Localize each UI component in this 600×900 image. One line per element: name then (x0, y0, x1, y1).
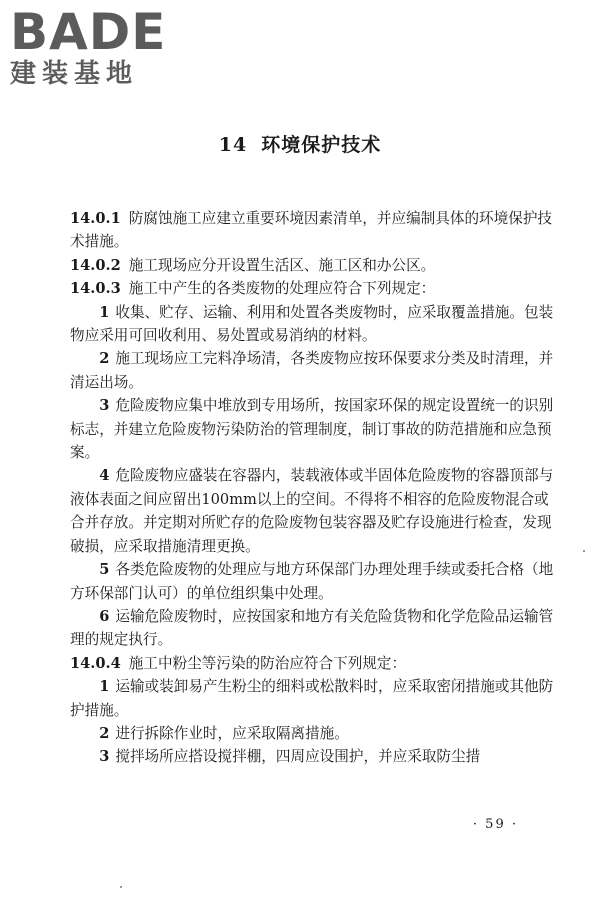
list-item (70, 722, 558, 745)
item-number: 6 (99, 607, 110, 625)
clause-text: 防腐蚀施工应建立重要环境因素清单，并应编制具体的环境保护技术措施。 (70, 210, 553, 251)
item-number: 3 (99, 748, 110, 766)
clause-14-0-1 (70, 207, 558, 254)
list-item (70, 394, 558, 464)
item-number: 5 (99, 561, 110, 579)
chapter-name: 环境保护技术 (261, 134, 382, 156)
document-body (70, 207, 558, 769)
item-text: 运输或装卸易产生粉尘的细料或松散料时，应采取密闭措施或其他防护措施。 (70, 678, 554, 719)
item-text: 各类危险废物的处理应与地方环保部门办理处理手续或委托合格（地方环保部门认可）的单位组织集中处理。 (70, 561, 554, 602)
list-item (70, 558, 558, 605)
logo-subtitle: 建装基地 (10, 59, 139, 89)
list-item (70, 464, 558, 558)
list-item (70, 301, 558, 348)
item-text: 收集、贮存、运输、利用和处置各类废物时，应采取覆盖措施。包装物应采用可回收利用、易处置或易消纳的材料。 (70, 303, 554, 345)
clause-14-0-4 (70, 652, 558, 675)
clause-14-0-2 (70, 254, 558, 277)
item-number: 2 (99, 350, 110, 368)
clause-number: 14.0.3 (70, 280, 121, 298)
clause-number: 14.0.1 (70, 210, 121, 227)
item-text: 危险废物应盛装在容器内，装载液体或半固体危险废物的容器顶部与液体表面之间应留出100mm以上的空间。不得将不相容的危险废物混合或合并存放。并定期对所贮存的危险废物包装容器及贮存设施进行检查，发现破损，应采取措施清理更换。 (70, 467, 554, 555)
logo-wordmark: BADE (10, 3, 167, 61)
item-number: 2 (99, 724, 110, 742)
list-item (70, 347, 558, 394)
clause-number: 14.0.2 (70, 256, 121, 274)
page-number: · 59 · (472, 817, 518, 832)
list-item (70, 745, 558, 768)
item-text: 进行拆除作业时，应采取隔离措施。 (115, 724, 349, 742)
clause-text: 施工中产生的各类废物的处理应符合下列规定： (128, 280, 436, 298)
clause-text: 施工中粉尘等污染的防治应符合下列规定： (128, 654, 407, 672)
scan-speck (583, 550, 585, 552)
bade-logo (10, 3, 185, 89)
item-number: 1 (99, 303, 110, 321)
item-number: 1 (99, 678, 110, 696)
item-number: 4 (99, 467, 110, 485)
clause-text: 施工现场应分开设置生活区、施工区和办公区。 (128, 256, 436, 274)
item-text: 施工现场应工完料净场清，各类废物应按环保要求分类及时清理，并清运出场。 (70, 350, 554, 391)
item-text: 运输危险废物时，应按国家和地方有关危险货物和化学危险品运输管理的规定执行。 (70, 607, 554, 649)
chapter-title (0, 130, 600, 157)
item-text: 危险废物应集中堆放到专用场所，按国家环保的规定设置统一的识别标志，并建立危险废物污染防治的管理制度，制订事故的防范措施和应急预案。 (70, 397, 554, 462)
item-number: 3 (99, 397, 110, 415)
list-item (70, 675, 558, 722)
clause-number: 14.0.4 (70, 654, 121, 672)
item-text: 搅拌场所应搭设搅拌棚，四周应设围护，并应采取防尘措 (115, 748, 481, 766)
list-item (70, 605, 558, 652)
clause-14-0-3 (70, 277, 558, 300)
chapter-number: 14 (218, 134, 248, 156)
scan-speck (120, 886, 122, 888)
